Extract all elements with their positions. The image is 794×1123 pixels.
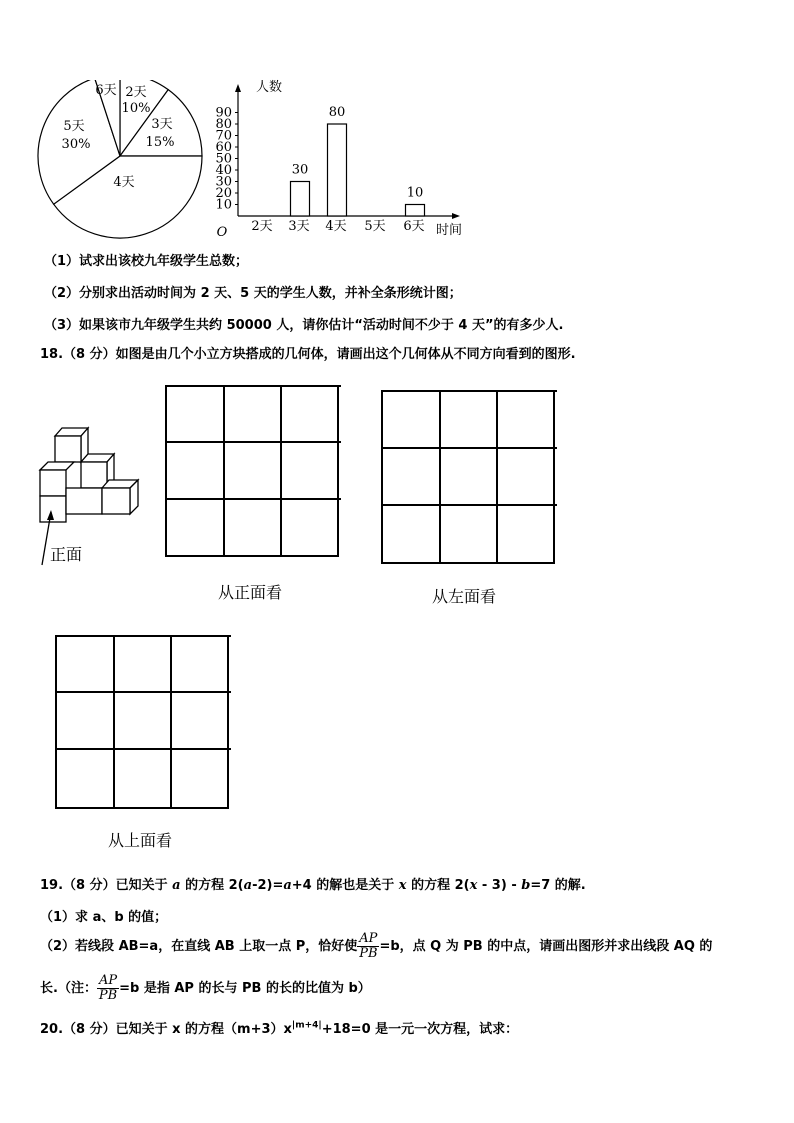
- caption-top-view: 从上面看: [108, 831, 173, 850]
- y-tick-label: 60: [215, 140, 232, 155]
- y-axis-label: 人数: [256, 80, 283, 95]
- grid-top-view[interactable]: [55, 635, 229, 809]
- x-tick-label: 5天: [364, 219, 386, 234]
- x-axis-arrow: [452, 213, 460, 219]
- pie-label-1: 2天: [125, 85, 147, 100]
- fraction-ap-pb-note: $\frac{AP}{PB}$: [98, 973, 118, 1003]
- pie-label-2: 3天: [151, 117, 173, 132]
- bar: [406, 205, 425, 217]
- x-axis-label: 时间: [436, 223, 463, 238]
- pie-value-label-4: 30%: [61, 137, 91, 152]
- pie-slices: [38, 80, 202, 238]
- x-tick-label: 3天: [288, 219, 310, 234]
- y-tick-label: 20: [215, 186, 232, 201]
- q19-part1: （1）求 a、b 的值；: [40, 910, 168, 925]
- q19-part3: 长.（注： $\frac{AP}{PB}$ =b 是指 AP 的长与 PB 的长的比值为 b）: [40, 973, 371, 1003]
- y-tick-label: 10: [215, 197, 232, 213]
- bar: [328, 124, 347, 216]
- q17-part3: （3）如果该市九年级学生共约 50000 人，请你估计“活动时间不少于 4 天”的有多少人.: [44, 318, 564, 333]
- pie-label-4: 5天: [63, 119, 85, 134]
- y-tick-label: 80: [215, 117, 232, 132]
- origin-label: O: [216, 225, 228, 240]
- bar-data-label: 10: [406, 185, 424, 201]
- pie-label-3: 4天: [113, 175, 135, 190]
- q18-stem: 18.（8 分）如图是由几个小立方块搭成的几何体，请画出这个几何体从不同方向看到的图形.: [40, 347, 576, 362]
- y-axis-arrow: [235, 84, 241, 92]
- pie-value-label-2: 15%: [145, 135, 175, 150]
- bar-chart: [205, 72, 475, 242]
- grid-front-view[interactable]: [165, 385, 339, 557]
- caption-front-view: 从正面看: [218, 583, 283, 602]
- grid-left-view[interactable]: [381, 390, 555, 564]
- y-tick-label: 90: [215, 105, 232, 121]
- x-tick-label: 4天: [325, 219, 347, 234]
- x-tick-label: 6天: [403, 219, 425, 234]
- q19-stem: 19.（8 分）已知关于 a 的方程 2(a-2)=a+4 的解也是关于 x 的方程 2(x - 3) - b=7 的解.: [40, 878, 586, 893]
- pie-label-5: 6天: [95, 83, 117, 98]
- bar-marks: [291, 124, 425, 216]
- bar: [291, 182, 310, 217]
- bar-data-label: 30: [291, 162, 309, 178]
- q17-part2: （2）分别求出活动时间为 2 天、5 天的学生人数，并补全条形统计图；: [44, 286, 462, 301]
- x-tick-label: 2天: [251, 219, 273, 234]
- y-tick-label: 40: [215, 163, 232, 178]
- y-tick-label: 30: [215, 174, 232, 190]
- pie-value-label-1: 10%: [121, 101, 151, 116]
- q20-stem: 20.（8 分）已知关于 x 的方程$(m+3)x^{|m+4|}+18=0$ 是一元一次方程，试求：: [40, 1020, 519, 1037]
- q19-part2: （2）若线段 AB=a，在直线 AB 上取一点 P，恰好使 $\frac{AP}{PB}$ =b，点 Q 为 PB 的中点，请画出图形并求出线段 AQ 的: [40, 931, 713, 961]
- pie-chart: [36, 80, 206, 240]
- q17-part1: （1）试求出该校九年级学生总数；: [44, 254, 249, 269]
- fraction-ap-pb: $\frac{AP}{PB}$: [359, 931, 378, 961]
- front-label: 正面: [50, 545, 83, 564]
- bar-data-label: 80: [328, 105, 346, 120]
- bar-axes: [235, 84, 460, 219]
- caption-left-view: 从左面看: [432, 587, 497, 606]
- y-tick-label: 50: [215, 151, 232, 167]
- y-tick-label: 70: [215, 128, 232, 144]
